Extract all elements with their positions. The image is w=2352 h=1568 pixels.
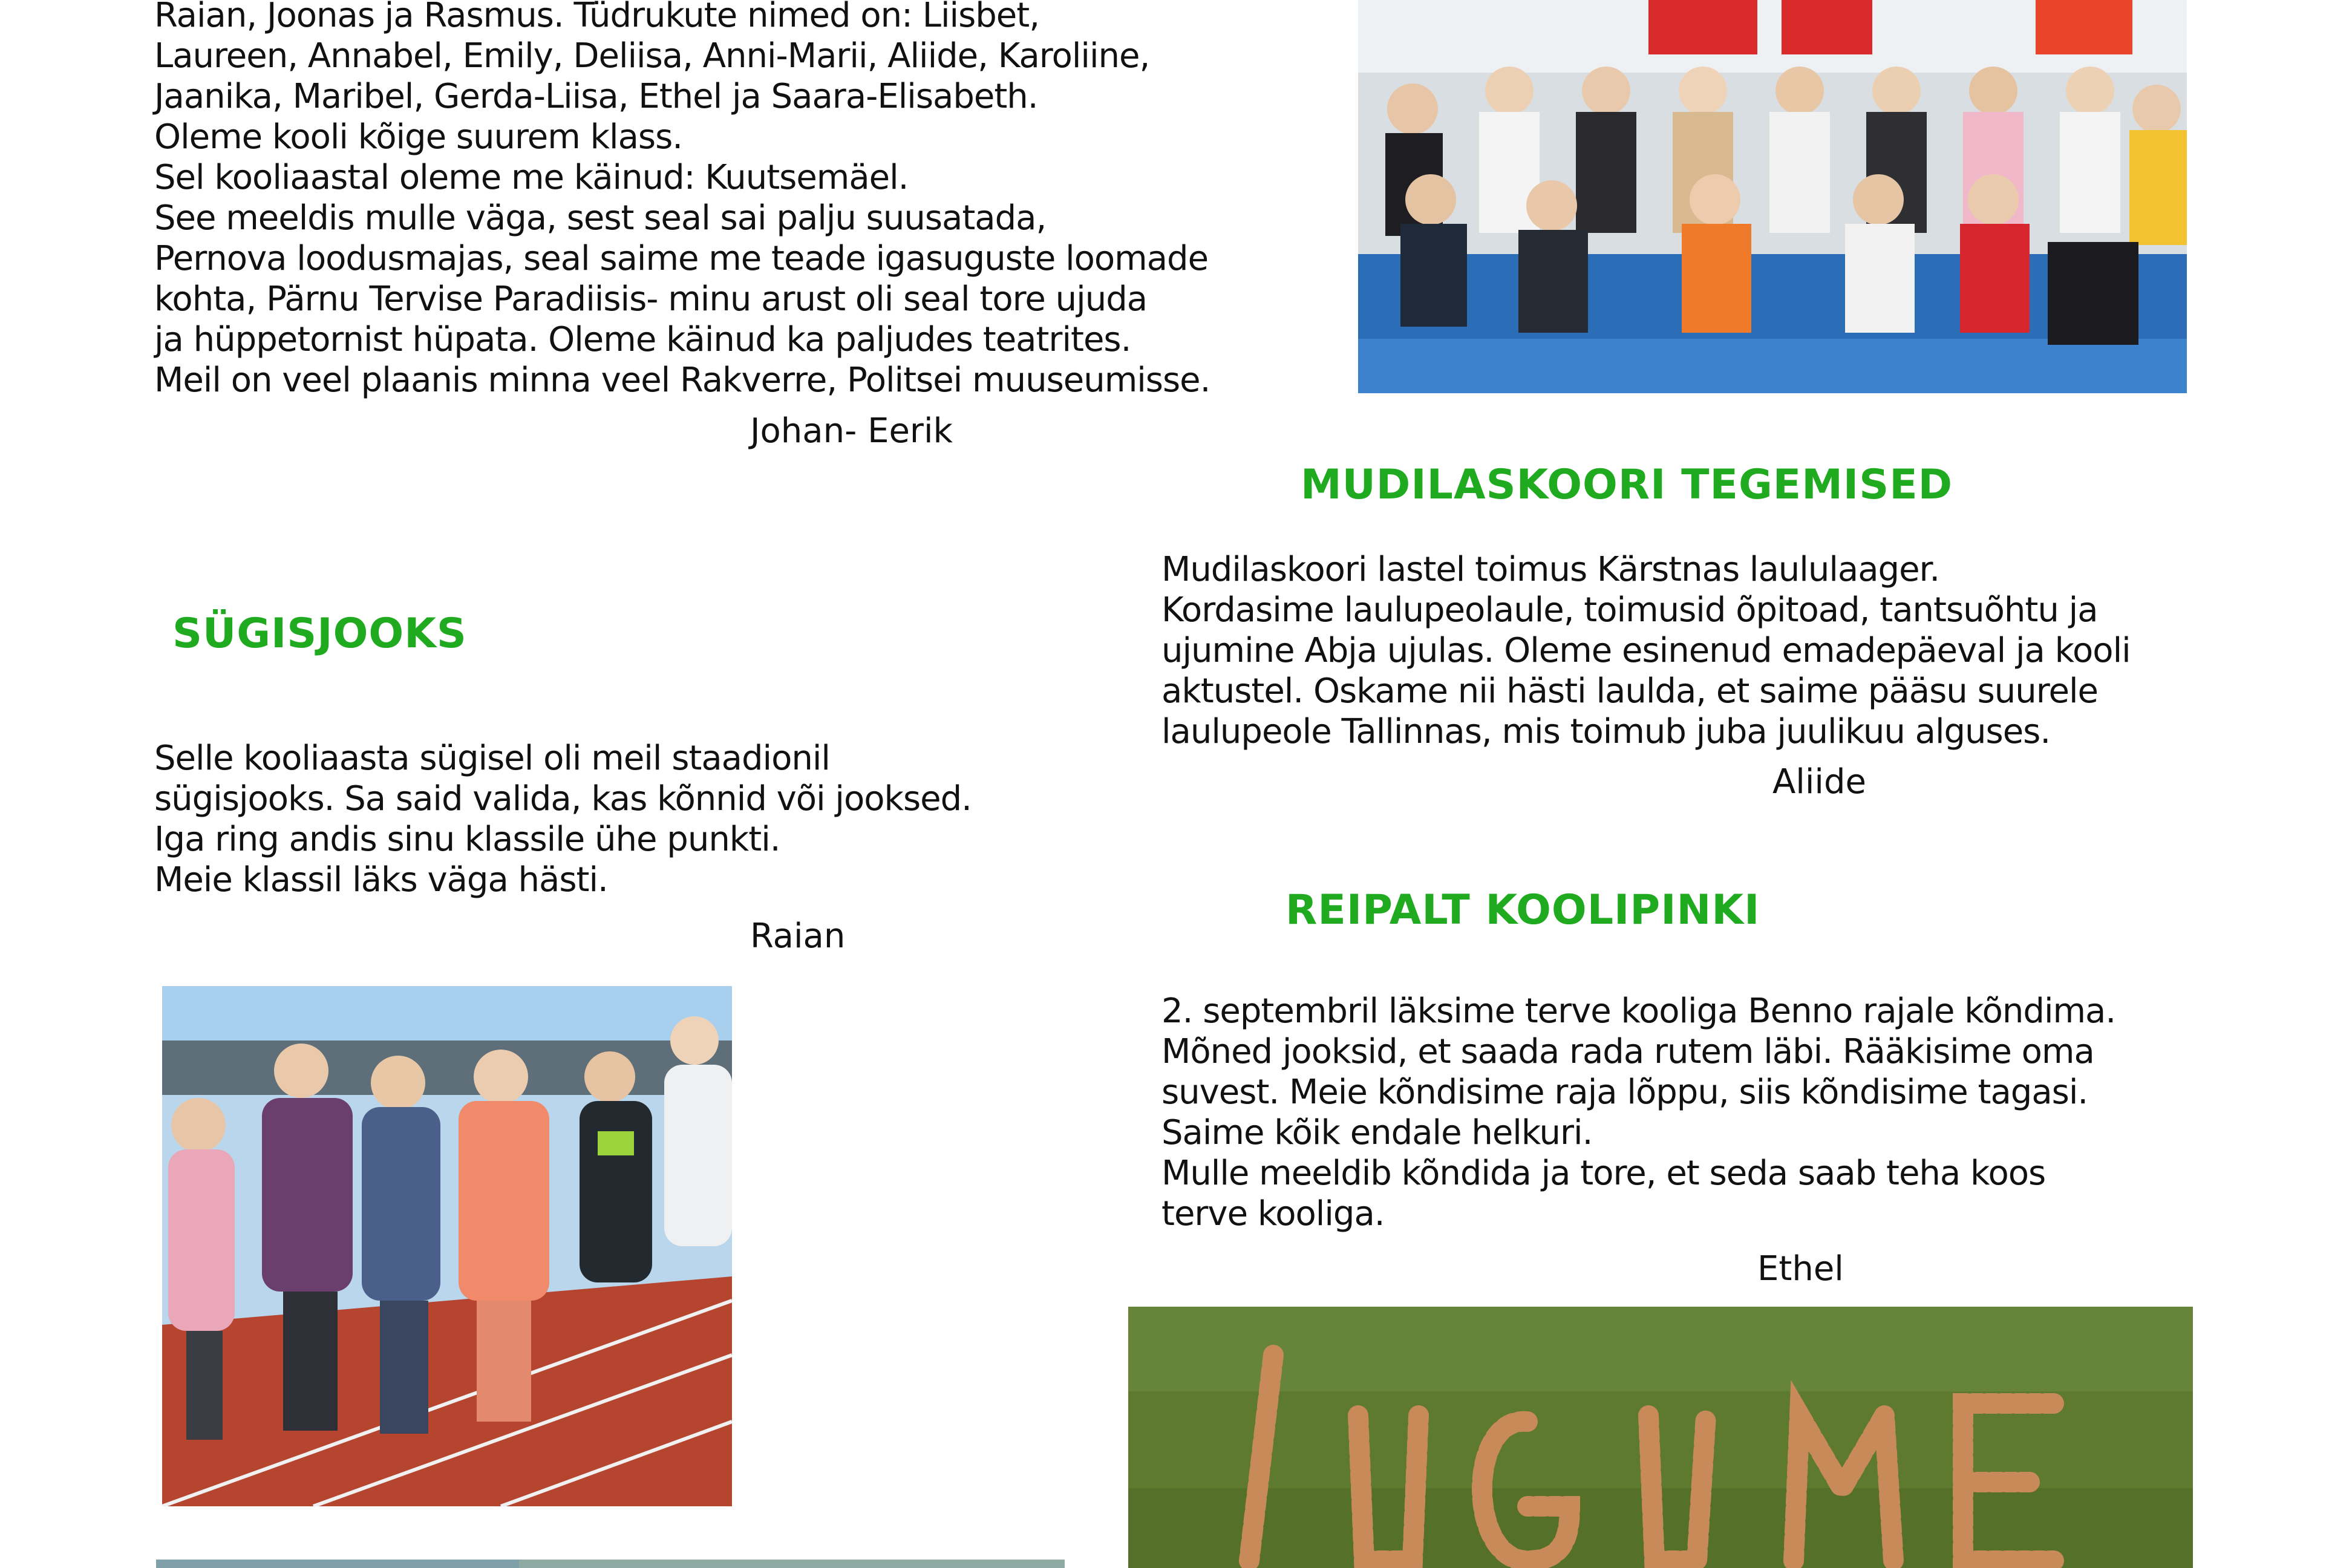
- autumn-run-author: Raian: [750, 916, 846, 956]
- field-letters-photo: [1128, 1307, 2193, 1568]
- class-line-5: Sel kooliaastal oleme me käinud: Kuutsemäel.: [154, 158, 909, 197]
- school-bench-line-3: suvest. Meie kõndisime raja lõppu, siis kõndisime tagasi.: [1161, 1073, 2088, 1112]
- choir-article-text: [1161, 549, 2131, 752]
- class-line-7: Pernova loodusmajas, seal saime me teade igasuguste loomade: [154, 239, 1209, 278]
- autumn-run-line-2: sügisjooks. Sa said valida, kas kõnnid või jooksed.: [154, 779, 972, 818]
- class-line-3: Jaanika, Maribel, Gerda-Liisa, Ethel ja Saara-Elisabeth.: [154, 77, 1038, 116]
- class-line-6: See meeldis mulle väga, sest seal sai palju suusatada,: [154, 198, 1047, 238]
- class-line-9: ja hüppetornist hüpata. Oleme käinud ka paljudes teatrites.: [154, 320, 1131, 359]
- class-line-10: Meil on veel plaanis minna veel Rakverre, Politsei muuseumisse.: [154, 361, 1210, 400]
- choir-line-2: Kordasime laulupeolaule, toimusid õpitoad, tantsuõhtu ja: [1161, 590, 2098, 630]
- class-article-text: [154, 0, 1210, 400]
- school-bench-line-4: Saime kõik endale helkuri.: [1161, 1113, 1593, 1152]
- choir-line-3: ujumine Abja ujulas. Oleme esinenud emadepäeval ja kooli: [1161, 631, 2131, 670]
- bottom-photo-strip: [156, 1560, 1065, 1568]
- choir-line-4: aktustel. Oskame nii hästi laulda, et saime pääsu suurele: [1161, 671, 2098, 711]
- choir-heading: MUDILASKOORI TEGEMISED: [1301, 461, 1953, 509]
- choir-line-5: laulupeole Tallinnas, mis toimub juba juulikuu alguses.: [1161, 712, 2051, 751]
- school-bench-line-1: 2. septembril läksime terve kooliga Benno rajale kõndima.: [1161, 991, 2116, 1031]
- autumn-run-line-1: Selle kooliaasta sügisel oli meil staadionil: [154, 739, 830, 778]
- class-line-4: Oleme kooli kõige suurem klass.: [154, 117, 683, 157]
- autumn-run-heading: SÜGISJOOKS: [172, 610, 467, 658]
- autumn-run-line-4: Meie klassil läks väga hästi.: [154, 860, 608, 900]
- autumn-run-article-text: [154, 738, 972, 900]
- class-line-1: Raian, Joonas ja Rasmus. Tüdrukute nimed on: Liisbet,: [154, 0, 1040, 35]
- autumn-run-photo: [162, 986, 732, 1506]
- school-bench-line-5: Mulle meeldib kõndida ja tore, et seda saab teha koos: [1161, 1154, 2046, 1193]
- autumn-run-line-3: Iga ring andis sinu klassile ühe punkti.: [154, 820, 780, 859]
- class-line-8: kohta, Pärnu Tervise Paradiisis- minu arust oli seal tore ujuda: [154, 279, 1148, 319]
- school-bench-heading: REIPALT KOOLIPINKI: [1285, 886, 1760, 934]
- school-bench-line-2: Mõned jooksid, et saada rada rutem läbi. Rääkisime oma: [1161, 1032, 2094, 1071]
- choir-line-1: Mudilaskoori lastel toimus Kärstnas laululaager.: [1161, 550, 1940, 589]
- choir-article-author: Aliide: [1772, 762, 1866, 802]
- class-article-author: Johan- Eerik: [750, 411, 953, 451]
- school-bench-line-6: terve kooliga.: [1161, 1194, 1385, 1233]
- school-bench-author: Ethel: [1757, 1249, 1844, 1289]
- class-line-2: Laureen, Annabel, Emily, Deliisa, Anni-Marii, Aliide, Karoliine,: [154, 36, 1150, 76]
- school-bench-article-text: [1161, 991, 2115, 1234]
- class-group-photo: [1358, 0, 2187, 393]
